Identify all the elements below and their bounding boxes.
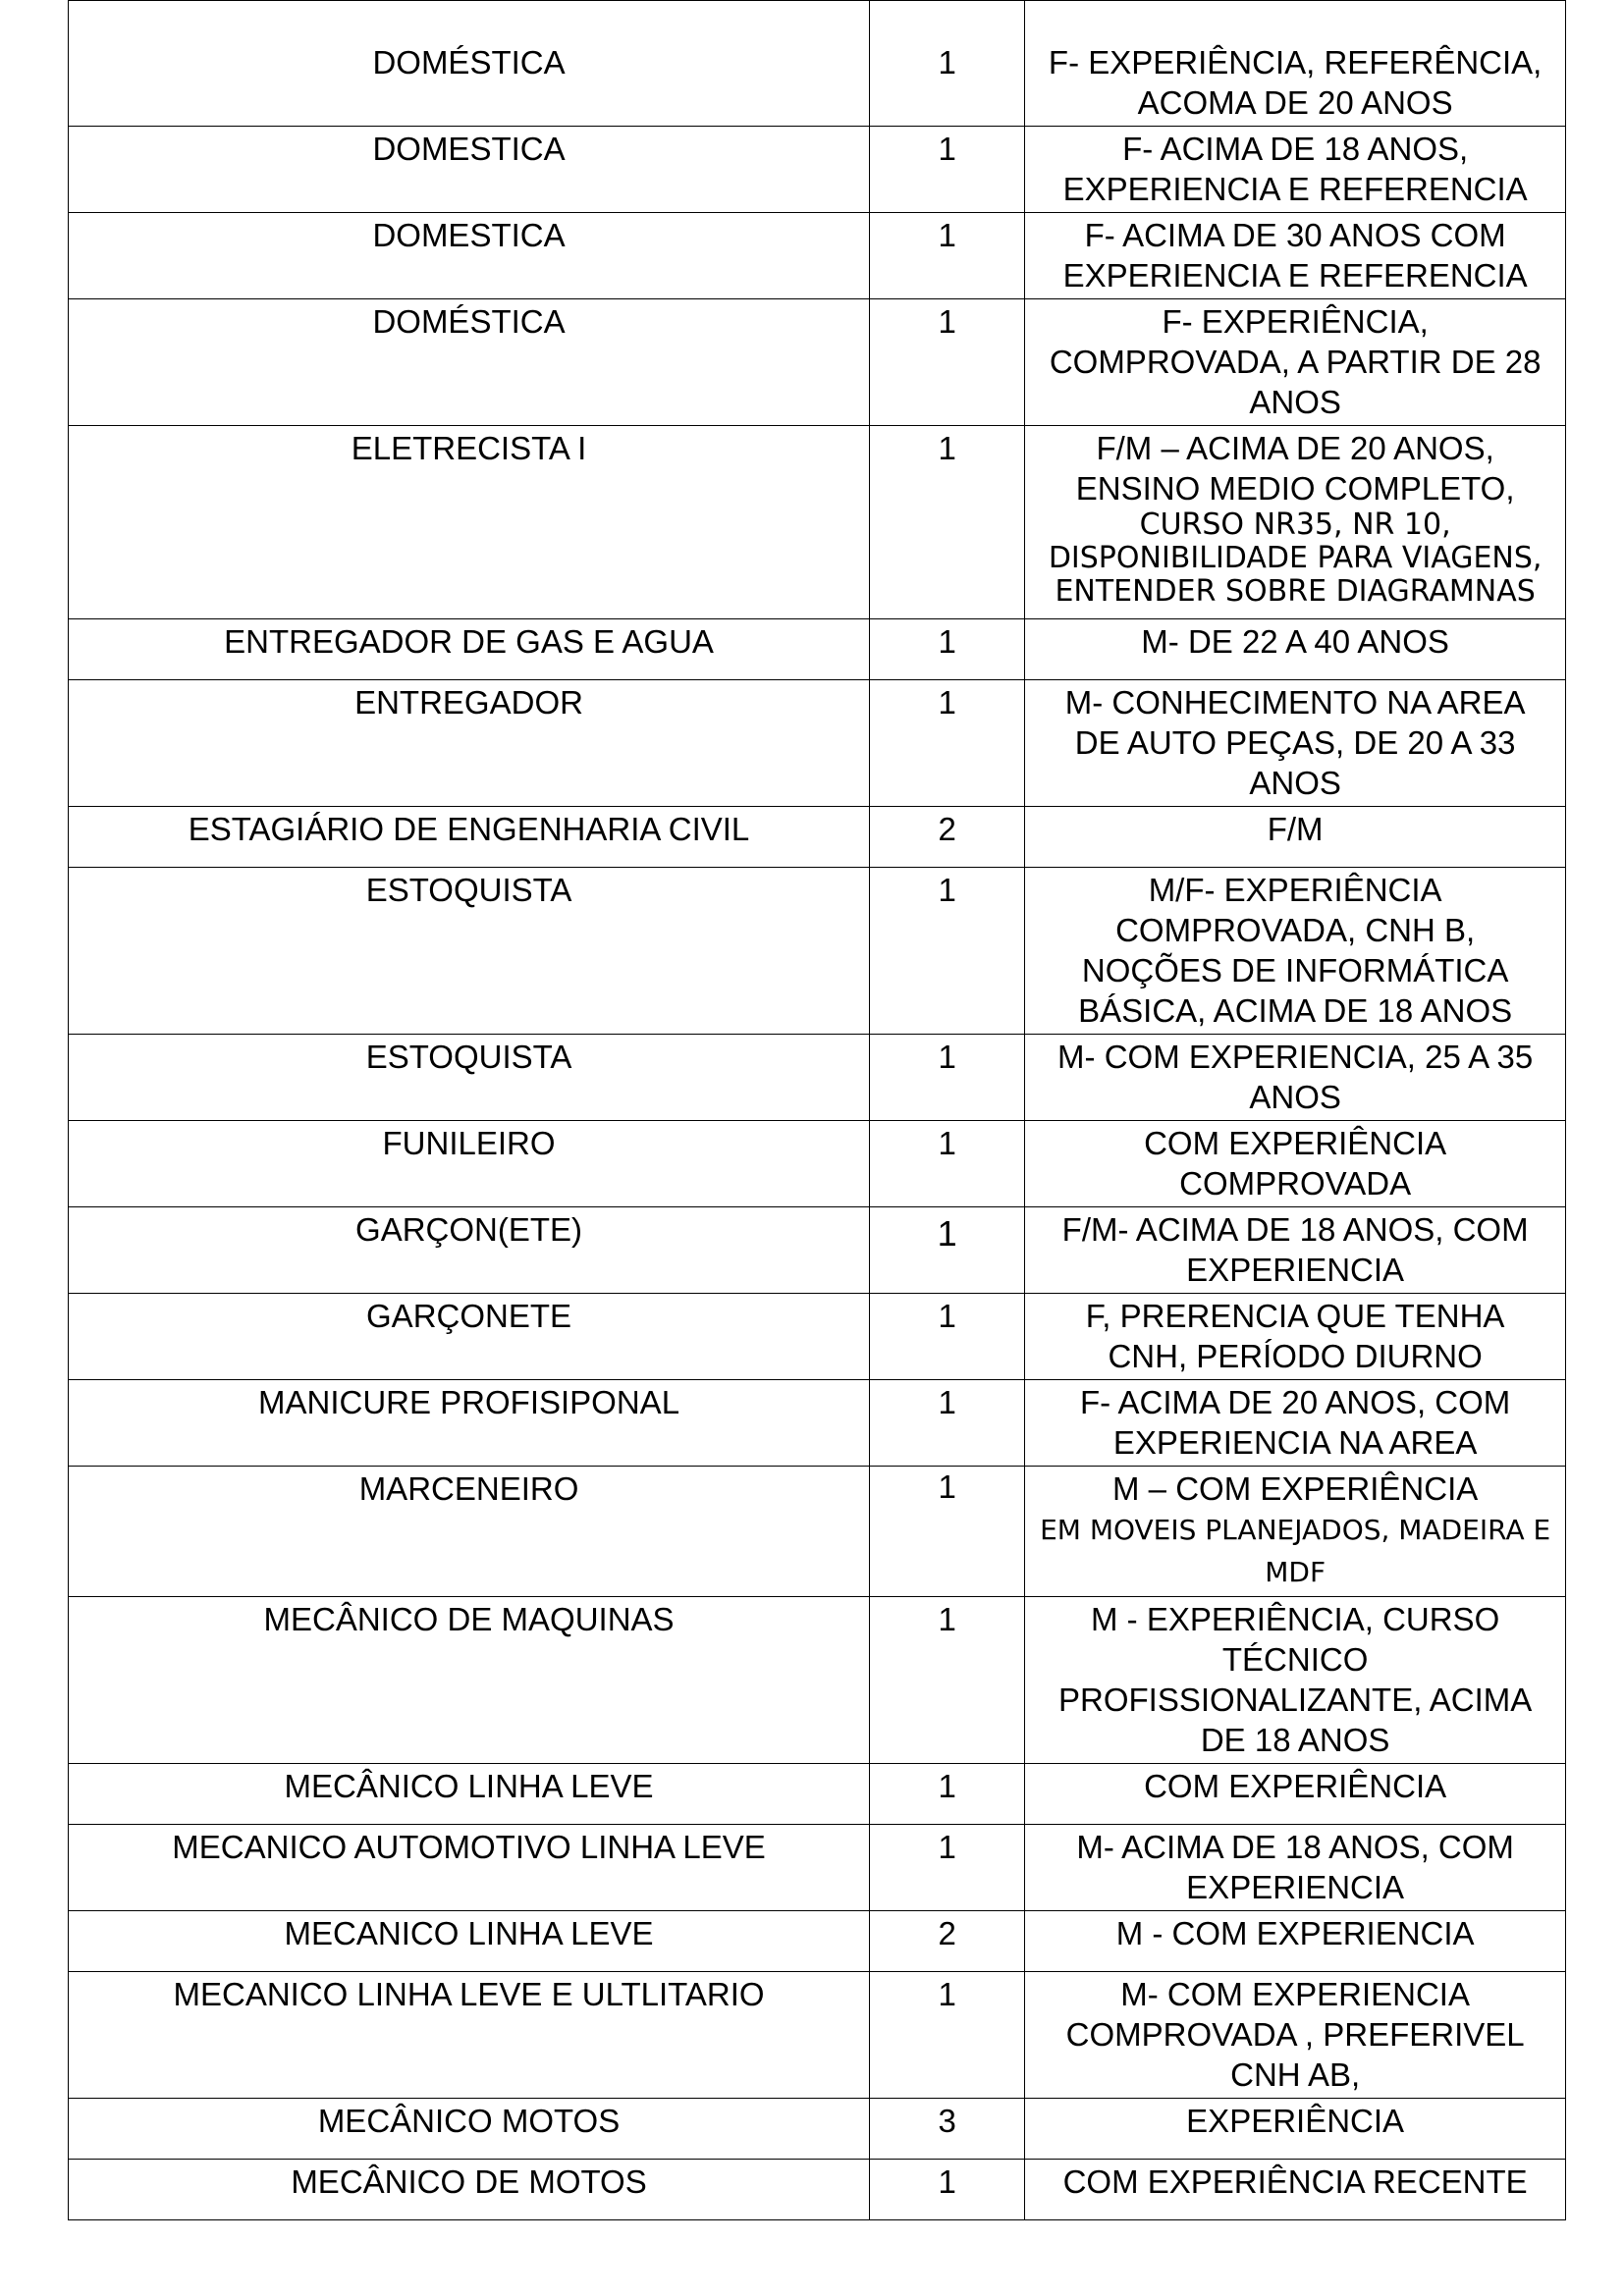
job-title-cell: MECÂNICO LINHA LEVE xyxy=(69,1764,870,1825)
requirement-line: M/F- EXPERIÊNCIA xyxy=(1148,872,1442,908)
table-row xyxy=(69,1825,1566,1911)
requirements-cell xyxy=(1025,680,1566,807)
requirement-line: DISPONIBILIDADE PARA VIAGENS, xyxy=(1048,541,1543,575)
requirement-line: ANOS xyxy=(1249,1079,1341,1115)
table-row xyxy=(69,1035,1566,1121)
requirements-cell xyxy=(1025,1,1566,127)
requirement-line: ACOMA DE 20 ANOS xyxy=(1137,84,1453,121)
job-title-cell: ESTAGIÁRIO DE ENGENHARIA CIVIL xyxy=(69,807,870,868)
requirements-cell xyxy=(1025,1972,1566,2099)
requirement-line: F/M- ACIMA DE 18 ANOS, COM xyxy=(1061,1211,1529,1248)
openings-count-cell: 1 xyxy=(870,213,1025,299)
requirements-cell xyxy=(1025,1467,1566,1597)
requirement-line: BÁSICA, ACIMA DE 18 ANOS xyxy=(1078,992,1513,1029)
table-row xyxy=(69,1972,1566,2099)
requirement-line: F- ACIMA DE 20 ANOS, COM xyxy=(1080,1384,1511,1420)
requirements-cell xyxy=(1025,1294,1566,1380)
requirements-cell xyxy=(1025,127,1566,213)
openings-count-cell: 1 xyxy=(870,1035,1025,1121)
requirements-cell xyxy=(1025,299,1566,426)
requirements-cell xyxy=(1025,619,1566,680)
requirement-line: CNH, PERÍODO DIURNO xyxy=(1108,1338,1483,1374)
job-title-cell: MECÂNICO DE MOTOS xyxy=(69,2160,870,2220)
requirement-line: DE 18 ANOS xyxy=(1200,1722,1390,1758)
openings-count-cell: 1 xyxy=(870,680,1025,807)
job-title-cell: DOMESTICA xyxy=(69,127,870,213)
requirement-line: NOÇÕES DE INFORMÁTICA xyxy=(1081,952,1509,988)
table-row xyxy=(69,1467,1566,1597)
job-title-cell: ESTOQUISTA xyxy=(69,868,870,1035)
requirement-line: DE AUTO PEÇAS, DE 20 A 33 xyxy=(1074,724,1516,761)
requirement-line: COMPROVADA , PREFERIVEL xyxy=(1065,2016,1525,2053)
job-title-cell: MECANICO AUTOMOTIVO LINHA LEVE xyxy=(69,1825,870,1911)
openings-count-cell: 1 xyxy=(870,1207,1025,1294)
openings-count-cell: 1 xyxy=(870,1,1025,127)
requirements-cell xyxy=(1025,1825,1566,1911)
requirement-line: EXPERIÊNCIA xyxy=(1186,2103,1405,2139)
table-row xyxy=(69,426,1566,619)
openings-count-cell: 1 xyxy=(870,1825,1025,1911)
openings-count-cell: 1 xyxy=(870,1294,1025,1380)
openings-count-cell: 1 xyxy=(870,1597,1025,1764)
openings-count-cell: 1 xyxy=(870,127,1025,213)
job-title-cell: GARÇON(ETE) xyxy=(69,1207,870,1294)
job-title-cell: MECANICO LINHA LEVE xyxy=(69,1911,870,1972)
table-row xyxy=(69,1,1566,127)
requirement-line: ANOS xyxy=(1249,384,1341,420)
table-row xyxy=(69,1764,1566,1825)
job-title-cell: ENTREGADOR DE GAS E AGUA xyxy=(69,619,870,680)
table-row xyxy=(69,1207,1566,1294)
requirement-line: EM MOVEIS PLANEJADOS, MADEIRA E xyxy=(1040,1514,1551,1546)
openings-count-cell: 1 xyxy=(870,426,1025,619)
requirement-line: COM EXPERIÊNCIA RECENTE xyxy=(1062,2163,1528,2200)
requirement-line: M – COM EXPERIÊNCIA xyxy=(1112,1470,1479,1507)
table-row xyxy=(69,299,1566,426)
table-row xyxy=(69,1911,1566,1972)
table-row xyxy=(69,2160,1566,2220)
table-row xyxy=(69,807,1566,868)
requirements-cell xyxy=(1025,1911,1566,1972)
requirement-line: ANOS xyxy=(1249,765,1341,801)
job-openings-table xyxy=(68,0,1566,2220)
requirement-line: F- ACIMA DE 18 ANOS, xyxy=(1122,131,1469,167)
requirement-line: COMPROVADA, A PARTIR DE 28 xyxy=(1049,344,1542,380)
requirement-line: EXPERIENCIA xyxy=(1186,1869,1405,1905)
requirement-line: CURSO NR35, NR 10, xyxy=(1139,507,1451,542)
openings-count-cell: 1 xyxy=(870,2160,1025,2220)
requirement-line: M- ACIMA DE 18 ANOS, COM xyxy=(1076,1829,1514,1865)
table-row xyxy=(69,1294,1566,1380)
job-title-cell: DOMÉSTICA xyxy=(69,299,870,426)
table-row xyxy=(69,1121,1566,1207)
job-title-cell: DOMÉSTICA xyxy=(69,1,870,127)
requirement-line: EXPERIENCIA xyxy=(1186,1252,1405,1288)
requirement-line: M- COM EXPERIENCIA xyxy=(1120,1976,1470,2012)
requirements-cell xyxy=(1025,1035,1566,1121)
job-title-cell: FUNILEIRO xyxy=(69,1121,870,1207)
openings-count-cell: 1 xyxy=(870,868,1025,1035)
requirement-line: EXPERIENCIA E REFERENCIA xyxy=(1062,257,1528,294)
requirements-cell xyxy=(1025,1121,1566,1207)
requirements-cell xyxy=(1025,2099,1566,2160)
table-row xyxy=(69,1380,1566,1467)
openings-count-cell: 2 xyxy=(870,1911,1025,1972)
job-title-cell: DOMESTICA xyxy=(69,213,870,299)
requirement-line: M - COM EXPERIENCIA xyxy=(1115,1915,1475,1951)
requirements-cell xyxy=(1025,1764,1566,1825)
requirements-cell xyxy=(1025,426,1566,619)
requirement-line: PROFISSIONALIZANTE, ACIMA xyxy=(1058,1682,1533,1718)
job-title-cell: GARÇONETE xyxy=(69,1294,870,1380)
requirements-cell xyxy=(1025,1207,1566,1294)
requirements-cell xyxy=(1025,807,1566,868)
openings-count-cell: 1 xyxy=(870,1121,1025,1207)
requirement-line: F- ACIMA DE 30 ANOS COM xyxy=(1084,217,1506,253)
requirement-line: M- DE 22 A 40 ANOS xyxy=(1141,623,1449,660)
openings-count-cell: 1 xyxy=(870,1467,1025,1597)
requirement-line: COM EXPERIÊNCIA xyxy=(1144,1768,1447,1804)
requirement-line: F- EXPERIÊNCIA, REFERÊNCIA, xyxy=(1048,44,1543,80)
requirement-line: M - EXPERIÊNCIA, CURSO xyxy=(1091,1601,1500,1637)
requirement-line: F- EXPERIÊNCIA, xyxy=(1162,303,1429,340)
table-row xyxy=(69,2099,1566,2160)
job-title-cell: MECANICO LINHA LEVE E ULTLITARIO xyxy=(69,1972,870,2099)
requirement-line: EXPERIENCIA NA AREA xyxy=(1112,1424,1478,1461)
requirement-line: F, PRERENCIA QUE TENHA xyxy=(1085,1298,1505,1334)
requirements-cell xyxy=(1025,868,1566,1035)
requirement-line: EXPERIENCIA E REFERENCIA xyxy=(1062,171,1528,207)
requirement-line: F/M – ACIMA DE 20 ANOS, xyxy=(1096,430,1494,466)
openings-count-cell: 1 xyxy=(870,1972,1025,2099)
requirement-line: M- COM EXPERIENCIA, 25 A 35 xyxy=(1057,1039,1534,1075)
table-row xyxy=(69,680,1566,807)
requirement-line: TÉCNICO xyxy=(1221,1641,1369,1678)
table-row xyxy=(69,619,1566,680)
requirement-line: COM EXPERIÊNCIA xyxy=(1144,1125,1447,1161)
requirement-line: MDF xyxy=(1265,1556,1326,1588)
table-row xyxy=(69,127,1566,213)
requirement-line: F/M xyxy=(1267,811,1324,847)
openings-count-cell: 1 xyxy=(870,299,1025,426)
requirements-cell xyxy=(1025,213,1566,299)
table-row xyxy=(69,213,1566,299)
job-title-cell: MECÂNICO MOTOS xyxy=(69,2099,870,2160)
requirement-line: COMPROVADA xyxy=(1179,1165,1412,1201)
requirements-cell xyxy=(1025,1380,1566,1467)
job-title-cell: MANICURE PROFISIPONAL xyxy=(69,1380,870,1467)
job-title-cell: ENTREGADOR xyxy=(69,680,870,807)
job-title-cell: ELETRECISTA I xyxy=(69,426,870,619)
openings-count-cell: 3 xyxy=(870,2099,1025,2160)
requirements-cell xyxy=(1025,2160,1566,2220)
requirement-line: CNH AB, xyxy=(1230,2056,1361,2093)
job-title-cell: MECÂNICO DE MAQUINAS xyxy=(69,1597,870,1764)
table-row xyxy=(69,1597,1566,1764)
requirement-line: M- CONHECIMENTO NA AREA xyxy=(1064,684,1526,721)
requirements-cell xyxy=(1025,1597,1566,1764)
table-row xyxy=(69,868,1566,1035)
job-title-cell: ESTOQUISTA xyxy=(69,1035,870,1121)
openings-count-cell: 1 xyxy=(870,1764,1025,1825)
job-title-cell: MARCENEIRO xyxy=(69,1467,870,1597)
openings-count-cell: 2 xyxy=(870,807,1025,868)
openings-count-cell: 1 xyxy=(870,619,1025,680)
requirement-line: COMPROVADA, CNH B, xyxy=(1115,912,1476,948)
openings-count-cell: 1 xyxy=(870,1380,1025,1467)
requirement-line: ENTENDER SOBRE DIAGRAMNAS xyxy=(1055,574,1536,609)
requirement-line: ENSINO MEDIO COMPLETO, xyxy=(1075,470,1515,507)
